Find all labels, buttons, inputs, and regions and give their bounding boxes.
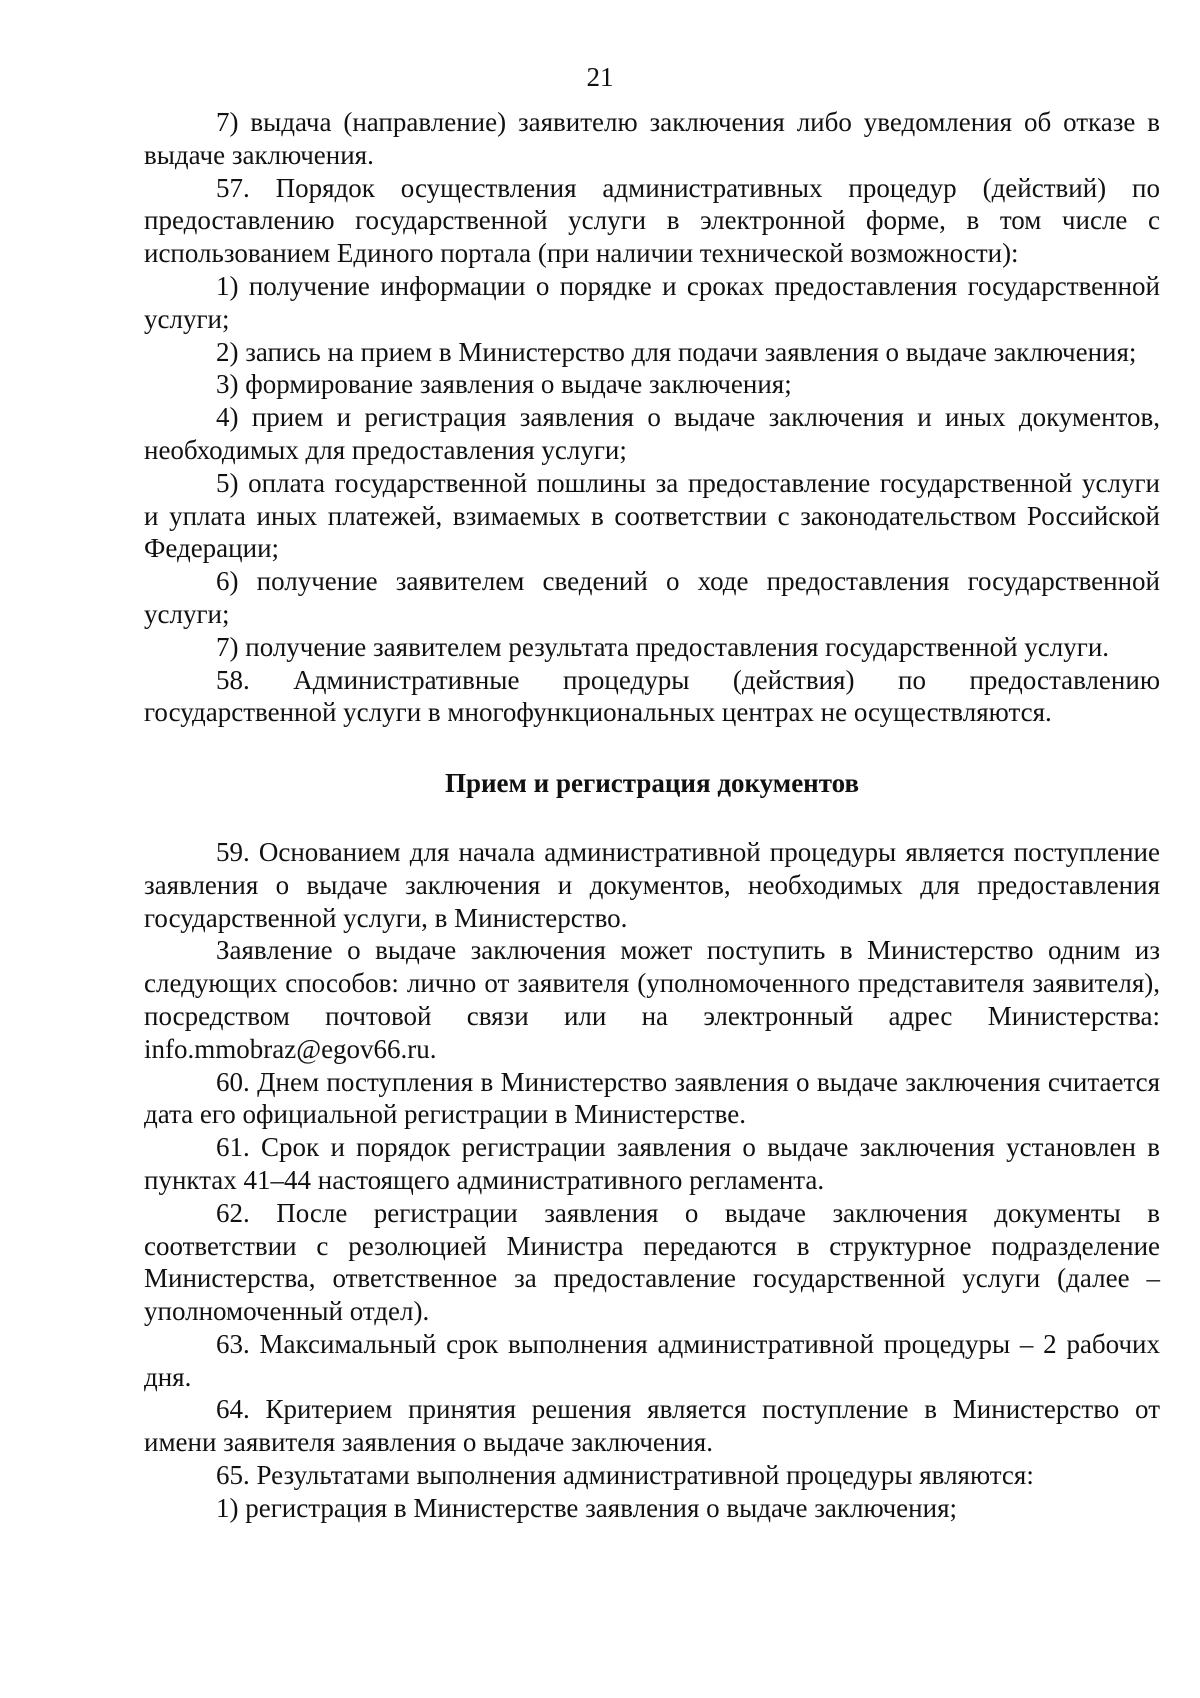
list-item-2: 2) запись на прием в Министерство для подачи заявления о выдаче заключения; (216, 336, 1137, 367)
paragraph-65: 65. Результатами выполнения административной процедуры являются: (216, 1460, 1034, 1491)
list-item-1: 1) получение информации о порядке и сроках предоставления государственной услуги; (144, 270, 1160, 334)
list-item-6: 6) получение заявителем сведений о ходе предоставления государственной услуги; (144, 566, 1160, 629)
paragraph-61: 61. Срок и порядок регистрации заявления о выдаче заключения установлен в пунктах 41–44 настоящего административного регламента. (144, 1132, 1160, 1195)
section-heading: Прием и регистрация документов (444, 768, 860, 799)
list-item-4: 4) прием и регистрация заявления о выдаче заключения и иных документов, необходимых для предоставления услуги; (144, 402, 1160, 465)
paragraph-57: 57. Порядок осуществления административных процедур (действий) по предоставлению государственной услуги в электронной форме, в том числе с использованием Единого портала (при наличии технической возможности): (144, 172, 1160, 269)
paragraph-7-issue: 7) выдача (направление) заявителю заключения либо уведомления об отказе в выдаче заключения. (144, 107, 1160, 170)
paragraph-62: 62. После регистрации заявления о выдаче заключения документы в соответствии с резолюцией Министра передаются в структурное подразделение Министерства, ответственное за предоставление государственной услуги (далее – уполномоченный отдел). (144, 1197, 1160, 1327)
document-body (144, 106, 1160, 1525)
list-item-registration: 1) регистрация в Министерстве заявления о выдаче заключения; (216, 1492, 957, 1523)
paragraph-application-methods: Заявление о выдаче заключения может поступить в Министерство одним из следующих способов: лично от заявителя (уполномоченного представителя заявителя), посредством почтовой связи или на электронный адрес Министерства: info.mmobraz@egov66.ru. (144, 935, 1160, 1064)
page-number: 21 (586, 62, 614, 92)
paragraph-58: 58. Административные процедуры (действия) по предоставлению государственной услуги в многофункциональных центрах не осуществляются. (144, 664, 1160, 728)
paragraph-64: 64. Критерием принятия решения является поступление в Министерство от имени заявителя заявления о выдаче заключения. (144, 1394, 1160, 1458)
list-item-3: 3) формирование заявления о выдаче заключения; (216, 369, 792, 400)
list-item-5: 5) оплата государственной пошлины за предоставление государственной услуги и уплата иных платежей, взимаемых в соответствии с законодательством Российской Федерации; (144, 467, 1160, 564)
paragraph-63: 63. Максимальный срок выполнения административной процедуры – 2 рабочих дня. (144, 1328, 1160, 1392)
paragraph-59: 59. Основанием для начала административной процедуры является поступление заявления о выдаче заключения и документов, необходимых для предоставления государственной услуги, в Министерство. (144, 836, 1160, 933)
paragraph-60: 60. Днем поступления в Министерство заявления о выдаче заключения считается дата его официальной регистрации в Министерстве. (144, 1066, 1160, 1130)
list-item-7: 7) получение заявителем результата предоставления государственной услуги. (216, 631, 1110, 662)
